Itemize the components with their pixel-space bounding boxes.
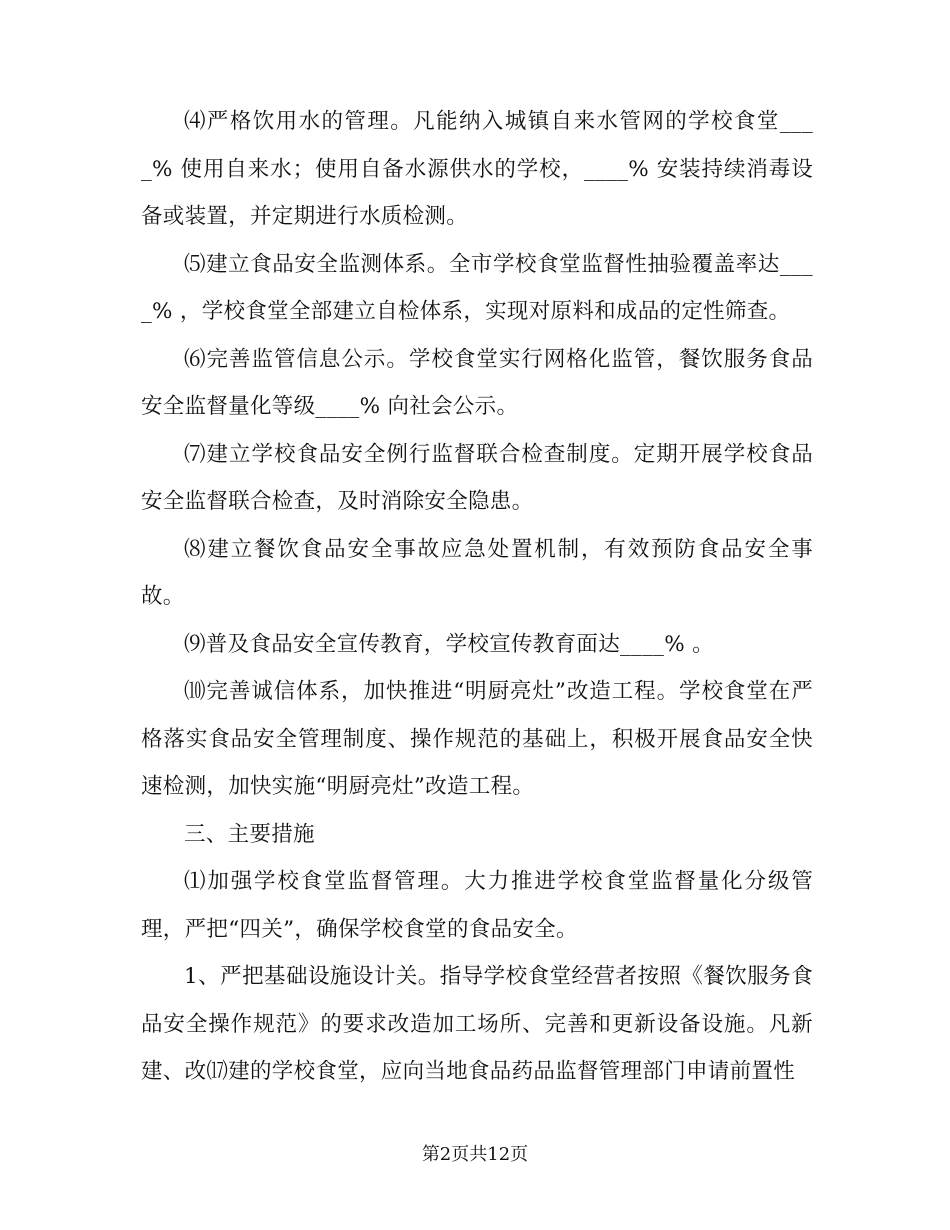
paragraph: ⑴加强学校食堂监督管理。大力推进学校食堂监督量化分级管理，严把“四关”，确保学校食堂的食品安全。 <box>141 869 813 942</box>
paragraph: ⑽完善诚信体系，加快推进“明厨亮灶”改造工程。学校食堂在严格落实食品安全管理制度、操作规范的基础上，积极开展食品安全快速检测，加快实施“明厨亮灶”改造工程。 <box>141 679 813 799</box>
paragraph: ⑹完善监管信息公示。学校食堂实行网格化监管，餐饮服务食品安全监督量化等级____% 向社会公示。 <box>141 346 813 419</box>
paragraph: ⑺建立学校食品安全例行监督联合检查制度。定期开展学校食品安全监督联合检查，及时消除安全隐患。 <box>141 441 813 514</box>
section-heading: 三、主要措施 <box>184 821 315 847</box>
paragraph: ⑷严格饮用水的管理。凡能纳入城镇自来水管网的学校食堂____% 使用自来水；使用自备水源供水的学校，____% 安装持续消毒设备或装置，并定期进行水质检测。 <box>141 109 813 229</box>
paragraph: 1、严把基础设施设计关。指导学校食堂经营者按照《餐饮服务食品安全操作规范》的要求改造加工场所、完善和更新设备设施。凡新建、改⒄建的学校食堂，应向当地食品药品监督管理部门申请前置性 <box>141 964 813 1084</box>
paragraph: ⑸建立食品安全监测体系。全市学校食堂监督性抽验覆盖率达____% ，学校食堂全部建立自检体系，实现对原料和成品的定性筛查。 <box>141 251 813 324</box>
paragraph: ⑼普及食品安全宣传教育，学校宣传教育面达____% 。 <box>184 631 714 657</box>
paragraph: ⑻建立餐饮食品安全事故应急处置机制，有效预防食品安全事故。 <box>141 536 813 609</box>
page-number: 第2页共12页 <box>421 1144 529 1165</box>
document-body <box>141 98 813 1096</box>
